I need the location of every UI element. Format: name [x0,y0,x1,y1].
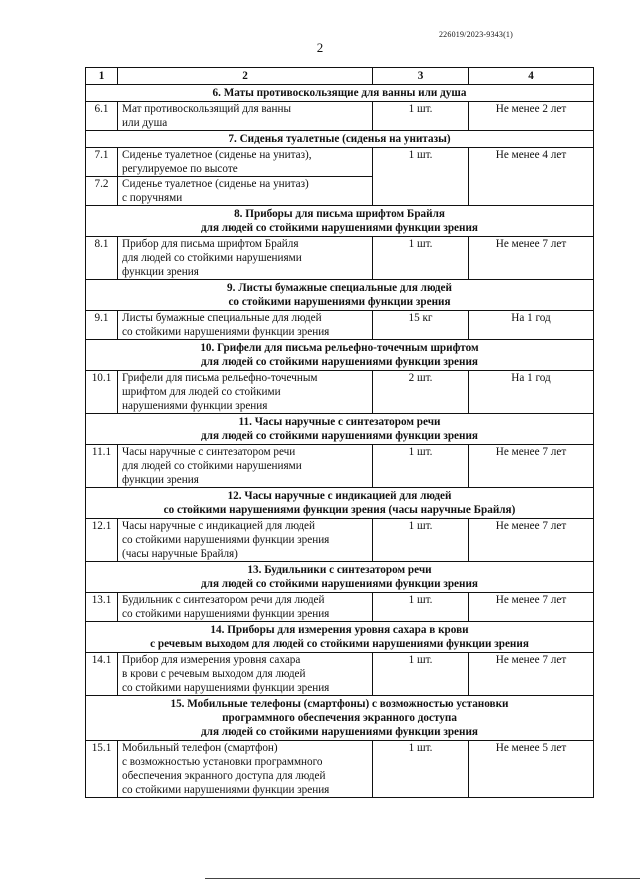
section-title: 9. Листы бумажные специальные для людей со стойкими нарушениями функции зрения [86,280,594,311]
column-header-4: 4 [469,68,594,85]
table-row [86,653,594,696]
item-number: 15.1 [86,741,118,798]
item-number: 10.1 [86,371,118,414]
item-quantity: 1 шт. [373,102,469,131]
item-term: Не менее 5 лет [469,741,594,798]
item-term: Не менее 4 лет [469,148,594,206]
table-row [86,741,594,798]
item-term: На 1 год [469,311,594,340]
item-number: 8.1 [86,237,118,280]
item-quantity: 1 шт. [373,519,469,562]
table-row [86,445,594,488]
section-title: 10. Грифели для письма рельефно-точечным шрифтом для людей со стойкими нарушениями функции зрения [86,340,594,371]
section-row [86,131,594,148]
item-quantity: 1 шт. [373,148,469,206]
item-quantity: 2 шт. [373,371,469,414]
item-number: 7.1 [86,148,118,177]
item-name: Мобильный телефон (смартфон) с возможностью установки программного обеспечения экранного доступа для людей со стойкими нарушениями функции зрения [118,741,373,798]
section-title: 11. Часы наручные с синтезатором речи для людей со стойкими нарушениями функции зрения [86,414,594,445]
column-header-3: 3 [373,68,469,85]
item-number: 6.1 [86,102,118,131]
section-row [86,488,594,519]
section-row [86,206,594,237]
column-header-row [86,68,594,85]
section-title: 6. Маты противоскользящие для ванны или душа [86,85,594,102]
column-header-2: 2 [118,68,373,85]
item-quantity: 1 шт. [373,237,469,280]
item-name: Сиденье туалетное (сиденье на унитаз) с поручнями [118,177,373,206]
section-row [86,340,594,371]
item-number: 9.1 [86,311,118,340]
section-title: 14. Приборы для измерения уровня сахара в крови с речевым выходом для людей со стойкими нарушениями функции зрения [86,622,594,653]
table-row [86,311,594,340]
item-name: Прибор для измерения уровня сахара в крови с речевым выходом для людей со стойкими нарушениями функции зрения [118,653,373,696]
item-number: 12.1 [86,519,118,562]
table-row [86,237,594,280]
item-term: Не менее 7 лет [469,653,594,696]
item-name: Мат противоскользящий для ванны или душа [118,102,373,131]
table-row [86,371,594,414]
item-quantity: 1 шт. [373,741,469,798]
item-quantity: 1 шт. [373,593,469,622]
table-row [86,519,594,562]
items-table [85,67,594,798]
section-title: 8. Приборы для письма шрифтом Брайля для людей со стойкими нарушениями функции зрения [86,206,594,237]
item-name: Листы бумажные специальные для людей со стойкими нарушениями функции зрения [118,311,373,340]
table-row [86,593,594,622]
item-number: 13.1 [86,593,118,622]
item-term: Не менее 7 лет [469,445,594,488]
column-header-1: 1 [86,68,118,85]
item-quantity: 15 кг [373,311,469,340]
item-name: Прибор для письма шрифтом Брайля для людей со стойкими нарушениями функции зрения [118,237,373,280]
section-row [86,414,594,445]
section-row [86,562,594,593]
section-title: 7. Сиденья туалетные (сиденья на унитазы) [86,131,594,148]
section-row [86,280,594,311]
item-term: Не менее 7 лет [469,237,594,280]
item-number: 14.1 [86,653,118,696]
bottom-rule [205,878,640,879]
item-number: 7.2 [86,177,118,206]
section-row [86,85,594,102]
item-name: Часы наручные с индикацией для людей со стойкими нарушениями функции зрения (часы наручные Брайля) [118,519,373,562]
page-number: 2 [316,40,324,55]
item-number: 11.1 [86,445,118,488]
item-term: Не менее 2 лет [469,102,594,131]
document-number: 226019/2023-9343(1) [438,30,513,39]
item-quantity: 1 шт. [373,653,469,696]
items-table-body [86,68,594,798]
section-row [86,622,594,653]
item-term: Не менее 7 лет [469,593,594,622]
item-name: Сиденье туалетное (сиденье на унитаз), регулируемое по высоте [118,148,373,177]
item-quantity: 1 шт. [373,445,469,488]
section-row [86,696,594,741]
item-term: На 1 год [469,371,594,414]
item-name: Часы наручные с синтезатором речи для людей со стойкими нарушениями функции зрения [118,445,373,488]
item-name: Грифели для письма рельефно-точечным шрифтом для людей со стойкими нарушениями функции зрения [118,371,373,414]
table-row [86,102,594,131]
item-term: Не менее 7 лет [469,519,594,562]
section-title: 13. Будильники с синтезатором речи для людей со стойкими нарушениями функции зрения [86,562,594,593]
table-row [86,148,594,177]
item-name: Будильник с синтезатором речи для людей со стойкими нарушениями функции зрения [118,593,373,622]
section-title: 15. Мобильные телефоны (смартфоны) с возможностью установки программного обеспечения экранного доступа для людей со стойкими нарушениями функции зрения [86,696,594,741]
section-title: 12. Часы наручные с индикацией для людей со стойкими нарушениями функции зрения (часы наручные Брайля) [86,488,594,519]
